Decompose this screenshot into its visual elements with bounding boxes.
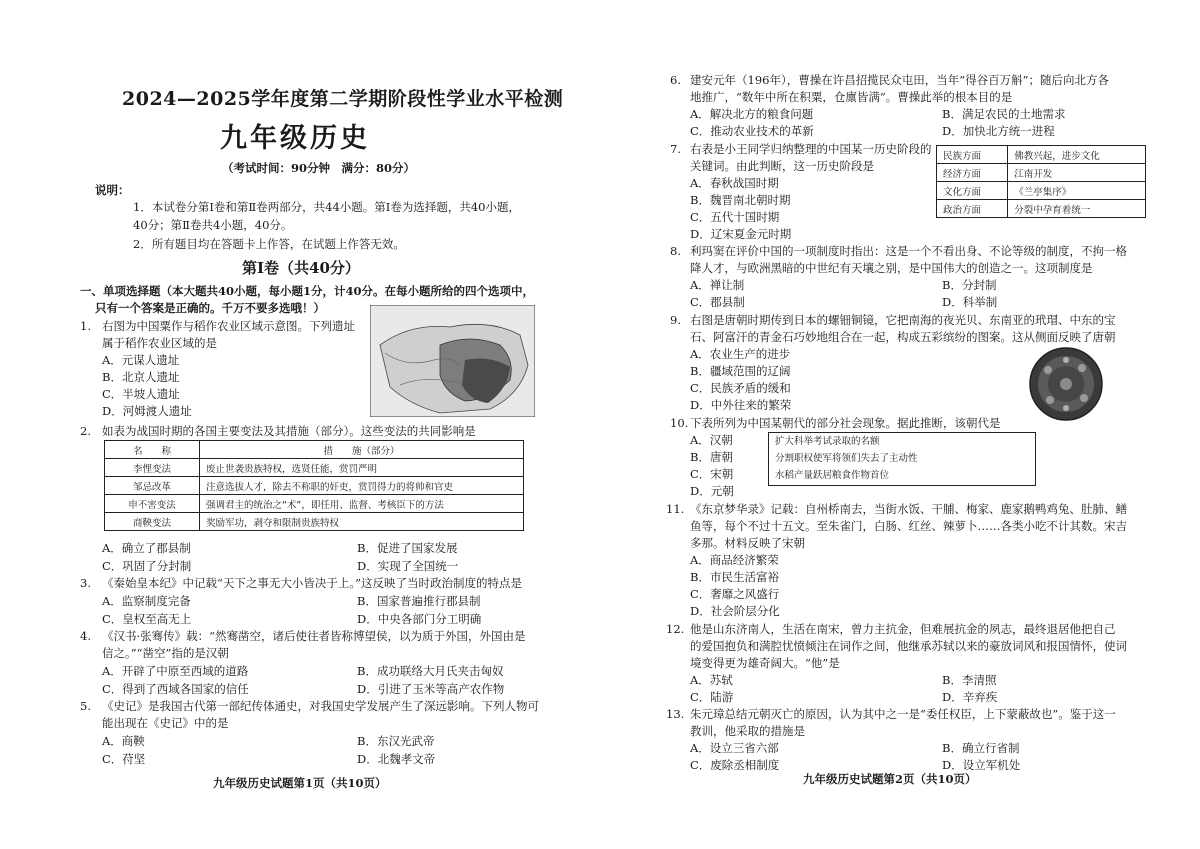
question-stem: 利玛窦在评价中国的一项制度时指出：这是一个不看出身、不论等级的制度，不拘一格: [690, 244, 1127, 258]
option-c: C．得到了西域各国家的信任: [102, 682, 249, 696]
question-number: 10.: [670, 416, 689, 430]
table-cell: 商鞅变法: [105, 513, 200, 531]
option-d: D．中外往来的繁荣: [690, 398, 792, 412]
instruction-line: 只有一个答案是正确的。千万不要多选哦！）: [95, 301, 325, 315]
reform-table: [104, 440, 524, 531]
table-row: [937, 164, 1146, 182]
table-cell: 《兰亭集序》: [1008, 182, 1146, 200]
option-d: D．中央各部门分工明确: [357, 612, 482, 626]
keyword-table: [936, 145, 1146, 218]
subject-title: 九年级历史: [220, 123, 370, 154]
option-c: C．陆游: [690, 690, 734, 704]
note-line: 1．本试卷分第Ⅰ卷和第Ⅱ卷两部分，共44小题。第Ⅰ卷为选择题，共40小题，: [133, 200, 520, 214]
question-stem: 关键词。由此判断，这一历史阶段是: [690, 159, 874, 173]
note-line: 2．所有题目均在答题卡上作答，在试题上作答无效。: [133, 237, 405, 251]
option-c: C．苻坚: [102, 752, 146, 766]
table-cell: 废止世袭贵族特权，选贤任能，赏罚严明: [200, 459, 524, 477]
option-c: C．奢靡之风盛行: [690, 587, 780, 601]
table-cell: 注意选拔人才，除去不称职的奸吏，赏罚得力的将帅和官吏: [200, 477, 524, 495]
option-c: C．半坡人遗址: [102, 387, 180, 401]
question-stem: 朱元璋总结元朝灭亡的原因，认为其中之一是“委任权臣，上下蒙蔽故也”。鉴于这一: [690, 707, 1116, 721]
table-cell: 李悝变法: [105, 459, 200, 477]
table-row: [937, 182, 1146, 200]
question-stem: 下表所列为中国某朝代的部分社会现象。据此推断，该朝代是: [690, 416, 1001, 430]
option-b: B．北京人遗址: [102, 370, 180, 384]
note-line: 40分；第Ⅱ卷共4小题，40分。: [133, 218, 293, 232]
option-c: C．废除丞相制度: [690, 758, 780, 772]
option-d: D．实现了全国统一: [357, 559, 459, 573]
option-a: A．确立了郡县制: [102, 541, 191, 555]
option-a: A．农业生产的进步: [690, 347, 791, 361]
question-stem: 《东京梦华录》记载：自州桥南去，当街水饭、干脯、梅家、鹿家鹅鸭鸡兔、肚肺、鳝: [690, 502, 1127, 516]
question-stem: 信之。”“凿空”指的是汉朝: [102, 646, 229, 660]
question-number: 5.: [80, 699, 91, 713]
question-stem: 教训，他采取的措施是: [690, 724, 805, 738]
question-stem: 建安元年（196年），曹操在许昌招揽民众屯田，当年“得谷百万斛”；随后向北方各: [690, 73, 1109, 87]
table-cell: 文化方面: [937, 182, 1008, 200]
table-header-row: [105, 441, 524, 459]
option-c: C．宋朝: [690, 467, 734, 481]
option-b: B．魏晋南北朝时期: [690, 193, 791, 207]
option-b: B．满足农民的土地需求: [942, 107, 1066, 121]
table-cell: 佛教兴起，进步文化: [1008, 146, 1146, 164]
option-b: B．东汉光武帝: [357, 734, 435, 748]
option-a: A．设立三省六部: [690, 741, 779, 755]
question-number: 11.: [666, 502, 685, 516]
question-number: 13.: [666, 707, 685, 721]
note-label: 说明：: [95, 183, 130, 197]
option-d: D．辽宋夏金元时期: [690, 227, 792, 241]
table-row: [937, 200, 1146, 218]
table-row: [937, 146, 1146, 164]
option-d: D．引进了玉米等高产农作物: [357, 682, 505, 696]
option-b: B．促进了国家发展: [357, 541, 458, 555]
option-a: A．禅让制: [690, 278, 745, 292]
question-stem: 属于稻作农业区域的是: [102, 336, 217, 350]
question-stem: 右图是唐朝时期传到日本的螺钿铜镜，它把南海的夜光贝、东南亚的玳瑁、中东的宝: [690, 313, 1116, 327]
page-footer: 九年级历史试题第1页（共10页）: [213, 776, 387, 790]
question-number: 1.: [80, 319, 91, 333]
option-b: B．成功联络大月氏夹击匈奴: [357, 664, 504, 678]
question-number: 8.: [670, 244, 681, 258]
option-b: B．国家普遍推行郡县制: [357, 594, 481, 608]
option-c: C．推动农业技术的革新: [690, 124, 814, 138]
option-c: C．皇权至高无上: [102, 612, 192, 626]
option-a: A．商鞅: [102, 734, 145, 748]
exam-page-2: [600, 0, 1200, 849]
option-b: B．李清照: [942, 673, 997, 687]
question-stem: 鱼等，每个不过十五文。至朱雀门，白肠、红丝、辣萝卜……各类小吃不计其数。宋吉: [690, 519, 1127, 533]
question-stem: 《汉书·张骞传》载：“然骞凿空，诸后使往者皆称博望侯，以为质于外国，外国由是: [102, 629, 526, 643]
option-d: D．科举制: [942, 295, 998, 309]
table-cell: 分裂中孕育着统一: [1008, 200, 1146, 218]
option-c: C．郡县制: [690, 295, 745, 309]
question-stem: 右表是小王同学归纳整理的中国某一历史阶段的: [690, 142, 932, 156]
option-a: A．春秋战国时期: [690, 176, 779, 190]
table-row: [105, 495, 524, 513]
option-d: D．元朝: [690, 484, 734, 498]
section-heading: 第Ⅰ卷（共40分）: [242, 259, 360, 277]
table-header: 名 称: [105, 441, 200, 459]
question-stem: 如表为战国时期的各国主要变法及其措施（部分）。这些变法的共同影响是: [102, 424, 476, 438]
option-d: D．北魏孝文帝: [357, 752, 436, 766]
option-d: D．辛弃疾: [942, 690, 998, 704]
question-stem: 降人才，与欧洲黑暗的中世纪有天壤之别，是中国伟大的创造之一。这项制度是: [690, 261, 1093, 275]
table-cell: 经济方面: [937, 164, 1008, 182]
question-stem: 他是山东济南人，生活在南宋，曾力主抗金，但难展抗金的夙志，最终退居他把自己: [690, 622, 1116, 636]
table-cell: 江南开发: [1008, 164, 1146, 182]
exam-info: （考试时间：90分钟 满分：80分）: [222, 161, 416, 175]
option-b: B．市民生活富裕: [690, 570, 779, 584]
option-b: B．唐朝: [690, 450, 733, 464]
option-c: C．巩固了分封制: [102, 559, 192, 573]
question-stem: 《史记》是我国古代第一部纪传体通史，对我国史学发展产生了深远影响。下列人物可: [102, 699, 539, 713]
option-a: A．苏轼: [690, 673, 733, 687]
table-header: 措 施（部分）: [200, 441, 524, 459]
question-stem: 的爱国抱负和满腔忧愤倾注在词作之间，他继承苏轼以来的豪放词风和报国情怀，使词: [690, 639, 1127, 653]
option-d: D．加快北方统一进程: [942, 124, 1055, 138]
question-number: 9.: [670, 313, 681, 327]
question-number: 7.: [670, 142, 681, 156]
question-number: 2.: [80, 424, 91, 438]
option-c: C．五代十国时期: [690, 210, 780, 224]
question-stem: 能出现在《史记》中的是: [102, 716, 229, 730]
question-stem: 《秦始皇本纪》中记载“天下之事无大小皆决于上。”这反映了当时政治制度的特点是: [102, 576, 523, 590]
question-number: 3.: [80, 576, 91, 590]
option-d: D．社会阶层分化: [690, 604, 780, 618]
table-cell: 强调君主的统治之“术”，即任用、监督、考核臣下的方法: [200, 495, 524, 513]
table-cell: 奖励军功，剥夺和限制贵族特权: [200, 513, 524, 531]
question-stem: 境变得更为雄奇阔大。“他”是: [690, 656, 840, 670]
table-row: [105, 513, 524, 531]
table-cell: 邹忌改革: [105, 477, 200, 495]
table-cell: 政治方面: [937, 200, 1008, 218]
table-row: [105, 477, 524, 495]
option-d: D．设立军机处: [942, 758, 1021, 772]
option-b: B．确立行省制: [942, 741, 1020, 755]
question-number: 12.: [666, 622, 685, 636]
exam-title: 2024—2025学年度第二学期阶段性学业水平检测: [122, 88, 564, 110]
table-cell: 申不害变法: [105, 495, 200, 513]
option-a: A．商品经济繁荣: [690, 553, 779, 567]
option-d: D．河姆渡人遗址: [102, 404, 192, 418]
option-a: A．汉朝: [690, 433, 733, 447]
bronze-mirror-image: [1028, 346, 1104, 422]
page-footer: 九年级历史试题第2页（共10页）: [803, 772, 977, 786]
question-stem: 右图为中国粟作与稻作农业区域示意图。下列遗址: [102, 319, 355, 333]
social-phenomena-box: [768, 432, 1036, 486]
option-b: B．疆域范围的辽阔: [690, 364, 791, 378]
option-a: A．监察制度完备: [102, 594, 191, 608]
instruction-line: 一、单项选择题（本大题共40小题，每小题1分，计40分。在每小题所给的四个选项中，: [80, 284, 535, 298]
question-number: 4.: [80, 629, 91, 643]
table-row: [105, 459, 524, 477]
table-cell: 民族方面: [937, 146, 1008, 164]
box-line: 扩大科举考试录取的名额: [775, 436, 880, 447]
option-a: A．元谋人遗址: [102, 353, 180, 367]
box-line: 水稻产量跃居粮食作物首位: [775, 470, 890, 481]
option-a: A．解决北方的粮食问题: [690, 107, 814, 121]
question-stem: 地推广，“数年中所在积粟，仓廪皆满”。曹操此举的根本目的是: [690, 90, 1013, 104]
option-b: B．分封制: [942, 278, 997, 292]
question-stem: 石、阿富汗的青金石巧妙地组合在一起，构成五彩缤纷的图案。这从侧面反映了唐朝: [690, 330, 1116, 344]
agriculture-region-map: [370, 305, 535, 417]
option-c: C．民族矛盾的缓和: [690, 381, 791, 395]
option-a: A．开辟了中原至西域的道路: [102, 664, 249, 678]
question-stem: 多那。材料反映了宋朝: [690, 536, 805, 550]
box-line: 分割职权使军将领们失去了主动性: [775, 453, 918, 464]
question-number: 6.: [670, 73, 681, 87]
